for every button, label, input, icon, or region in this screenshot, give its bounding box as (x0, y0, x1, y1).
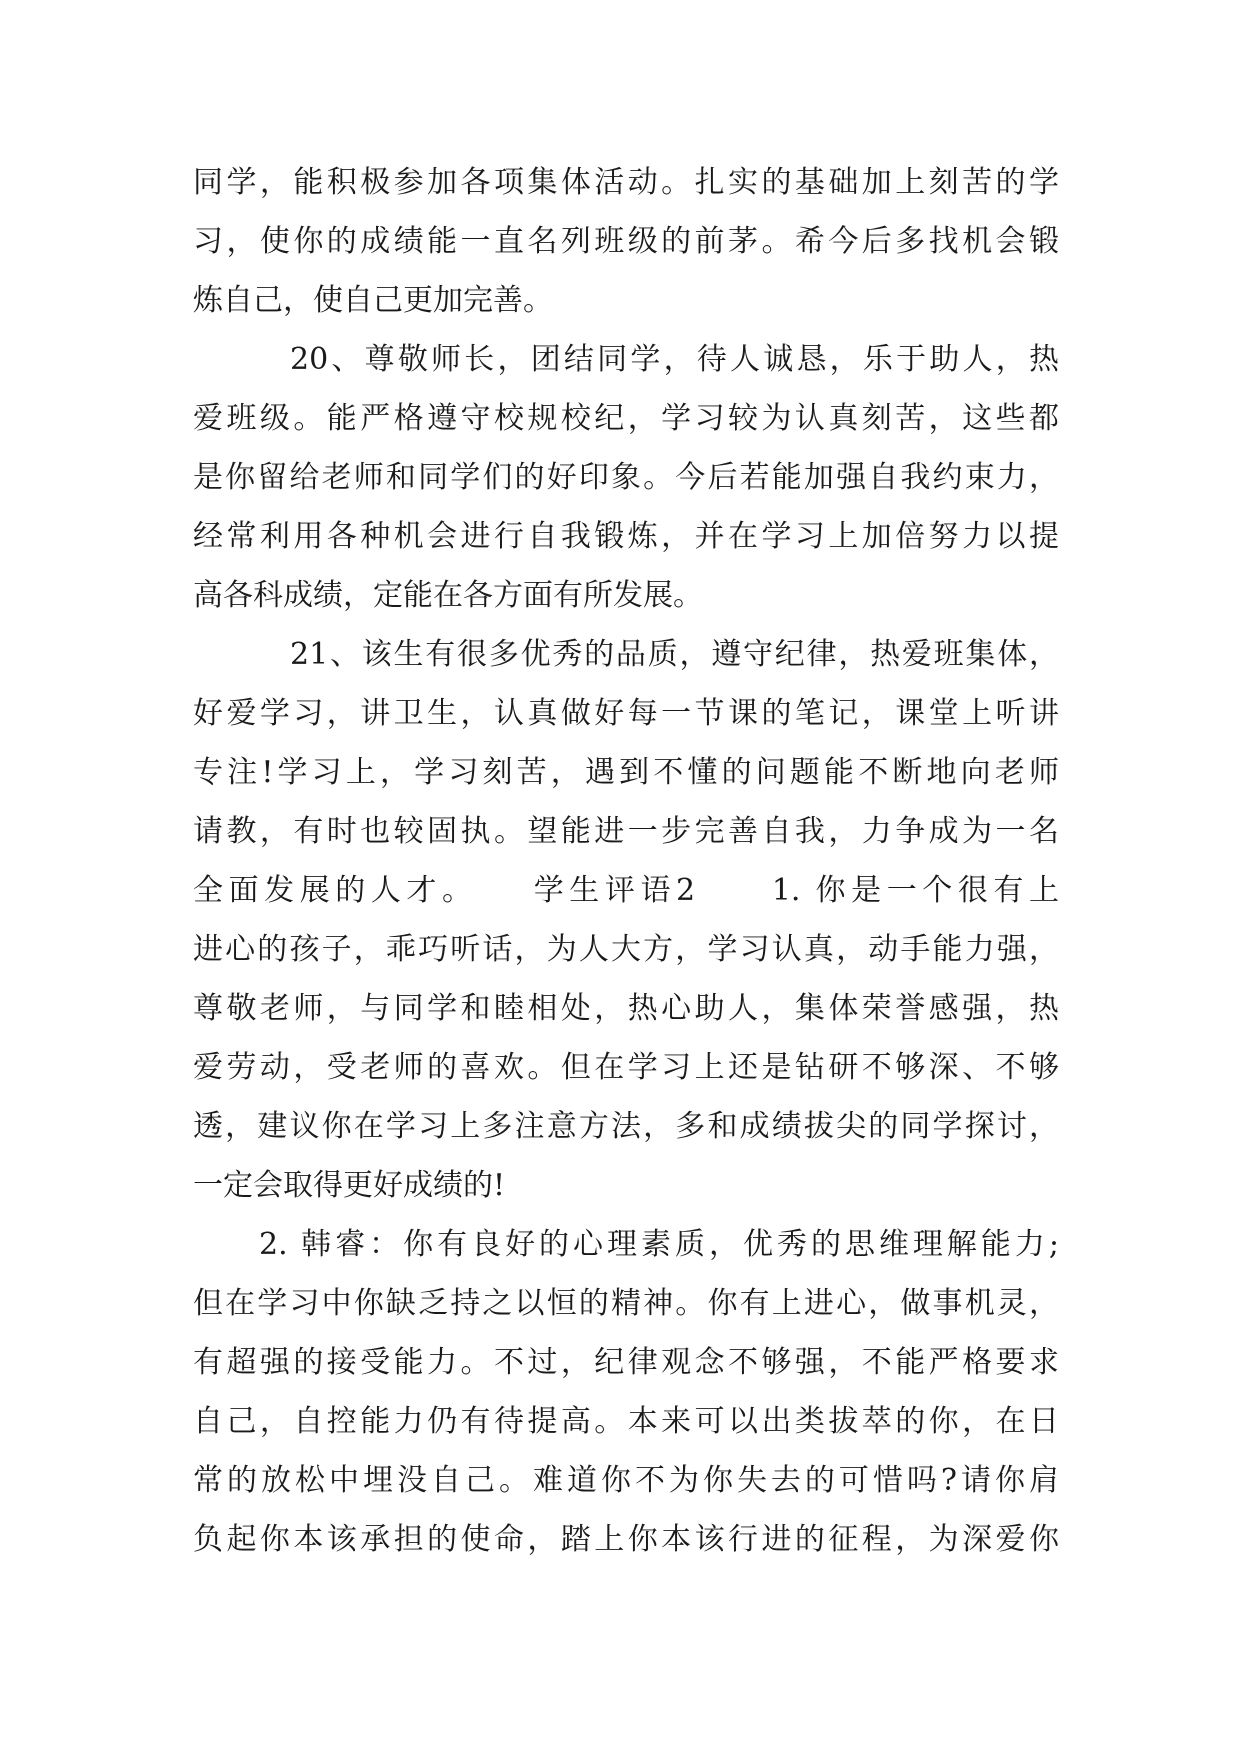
text-line: 有超强的接受能力。不过，纪律观念不够强，不能严格要求 (193, 1345, 1059, 1380)
text-line: 20、尊敬师长，团结同学，待人诚恳，乐于助人，热 (290, 342, 1059, 377)
text-line: 2. 韩睿：你有良好的心理素质，优秀的思维理解能力; (259, 1227, 1059, 1262)
text-line: 专注!学习上，学习刻苦，遇到不懂的问题能不断地向老师 (193, 755, 1059, 790)
text-line: 是你留给老师和同学们的好印象。今后若能加强自我约束力， (193, 460, 1059, 495)
text-line: 炼自己，使自己更加完善。 (193, 283, 553, 318)
text-line: 请教，有时也较固执。望能进一步完善自我，力争成为一名 (193, 814, 1059, 849)
text-line: 好爱学习，讲卫生，认真做好每一节课的笔记，课堂上听讲 (193, 696, 1059, 731)
text-line: 爱劳动，受老师的喜欢。但在学习上还是钻研不够深、不够 (193, 1050, 1059, 1085)
text-line: 一定会取得更好成绩的! (193, 1168, 506, 1203)
text-line: 进心的孩子，乖巧听话，为人大方，学习认真，动手能力强， (193, 932, 1059, 967)
text-line: 负起你本该承担的使命，踏上你本该行进的征程，为深爱你 (193, 1522, 1059, 1557)
text-line: 常的放松中埋没自己。难道你不为你失去的可惜吗?请你肩 (193, 1463, 1059, 1498)
text-line: 全面发展的人才。 学生评语2 1. 你是一个很有上 (193, 873, 1059, 908)
text-line: 透，建议你在学习上多注意方法，多和成绩拔尖的同学探讨， (193, 1109, 1059, 1144)
text-line: 经常利用各种机会进行自我锻炼，并在学习上加倍努力以提 (193, 519, 1059, 554)
text-line: 自己，自控能力仍有待提高。本来可以出类拔萃的你，在日 (193, 1404, 1059, 1439)
text-line: 高各科成绩，定能在各方面有所发展。 (193, 578, 703, 613)
text-line: 习，使你的成绩能一直名列班级的前茅。希今后多找机会锻 (193, 224, 1059, 259)
text-line: 但在学习中你缺乏持之以恒的精神。你有上进心，做事机灵， (193, 1286, 1059, 1321)
text-line: 同学，能积极参加各项集体活动。扎实的基础加上刻苦的学 (193, 165, 1059, 200)
text-line: 爱班级。能严格遵守校规校纪，学习较为认真刻苦，这些都 (193, 401, 1059, 436)
body-text (193, 153, 1059, 1569)
text-line: 尊敬老师，与同学和睦相处，热心助人，集体荣誉感强，热 (193, 991, 1059, 1026)
text-line: 21、该生有很多优秀的品质，遵守纪律，热爱班集体， (290, 637, 1059, 672)
